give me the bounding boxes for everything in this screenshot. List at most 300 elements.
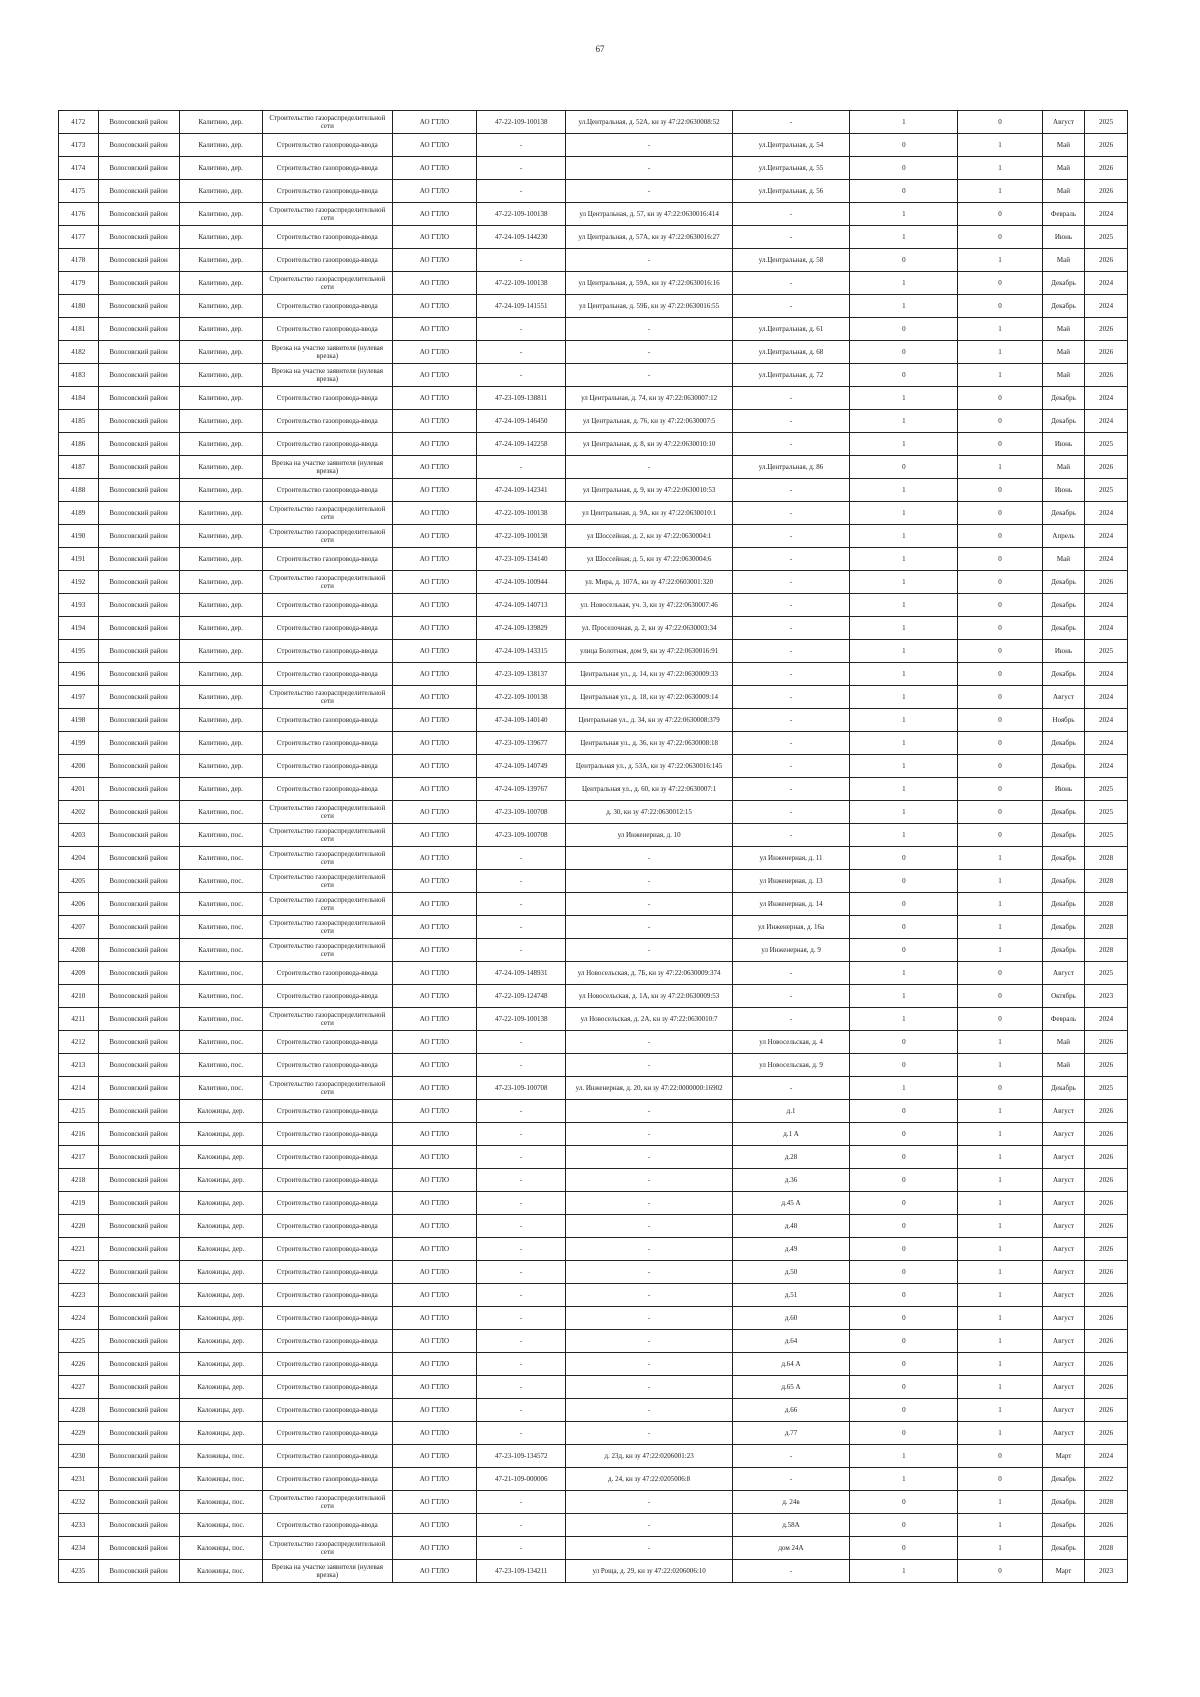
cell-contract-number: 47-24-109-143315: [477, 640, 566, 663]
cell-district: Волосовский район: [98, 1376, 179, 1399]
cell-settlement: Калитино, пос.: [179, 962, 262, 985]
cell-address-planned: -: [732, 778, 850, 801]
cell-work-type: Врезка на участке заявителя (нулевая врезка): [262, 364, 392, 387]
cell-organization: АО ГТЛО: [392, 1100, 476, 1123]
cell-row-number: 4206: [59, 893, 99, 916]
cell-address-cadastral: ул.Центральная, д. 52А, кн зу 47:22:0630008:52: [566, 111, 732, 134]
cell-count-a: 0: [850, 157, 958, 180]
cell-count-a: 1: [850, 410, 958, 433]
cell-contract-number: 47-23-109-134211: [477, 1560, 566, 1583]
cell-count-b: 1: [958, 1261, 1042, 1284]
cell-address-cadastral: д. 24, кн зу 47:22:0205006:8: [566, 1468, 732, 1491]
cell-organization: АО ГТЛО: [392, 709, 476, 732]
cell-row-number: 4216: [59, 1123, 99, 1146]
cell-count-a: 1: [850, 663, 958, 686]
cell-count-b: 0: [958, 525, 1042, 548]
cell-work-type: Строительство газораспределительной сети: [262, 847, 392, 870]
cell-month: Август: [1042, 1399, 1085, 1422]
cell-address-cadastral: ул Шоссейная, д. 5, кн зу 47:22:0630004:6: [566, 548, 732, 571]
cell-count-b: 0: [958, 985, 1042, 1008]
cell-contract-number: -: [477, 1031, 566, 1054]
cell-row-number: 4193: [59, 594, 99, 617]
table-row: [59, 571, 1128, 594]
cell-contract-number: -: [477, 249, 566, 272]
cell-address-planned: д.60: [732, 1307, 850, 1330]
cell-count-b: 0: [958, 801, 1042, 824]
cell-district: Волосовский район: [98, 548, 179, 571]
cell-year: 2028: [1085, 1491, 1128, 1514]
cell-address-planned: ул Инженерная, д. 14: [732, 893, 850, 916]
cell-address-planned: -: [732, 295, 850, 318]
cell-contract-number: -: [477, 1491, 566, 1514]
cell-address-cadastral: -: [566, 1169, 732, 1192]
cell-district: Волосовский район: [98, 1353, 179, 1376]
cell-row-number: 4231: [59, 1468, 99, 1491]
cell-settlement: Калитино, пос.: [179, 893, 262, 916]
cell-year: 2026: [1085, 1399, 1128, 1422]
cell-work-type: Строительство газопровода-ввода: [262, 1284, 392, 1307]
cell-month: Декабрь: [1042, 387, 1085, 410]
cell-organization: АО ГТЛО: [392, 226, 476, 249]
cell-work-type: Строительство газопровода-ввода: [262, 663, 392, 686]
cell-count-b: 0: [958, 295, 1042, 318]
cell-address-planned: д.58А: [732, 1514, 850, 1537]
cell-count-a: 0: [850, 1031, 958, 1054]
cell-contract-number: -: [477, 341, 566, 364]
cell-count-a: 0: [850, 1514, 958, 1537]
cell-count-a: 1: [850, 824, 958, 847]
cell-work-type: Строительство газораспределительной сети: [262, 525, 392, 548]
cell-month: Декабрь: [1042, 755, 1085, 778]
cell-count-b: 1: [958, 1376, 1042, 1399]
cell-address-planned: -: [732, 548, 850, 571]
cell-address-cadastral: -: [566, 364, 732, 387]
cell-count-b: 1: [958, 1353, 1042, 1376]
cell-count-a: 1: [850, 962, 958, 985]
cell-settlement: Калитино, дер.: [179, 226, 262, 249]
cell-work-type: Строительство газопровода-ввода: [262, 410, 392, 433]
cell-count-b: 1: [958, 1192, 1042, 1215]
cell-address-planned: -: [732, 824, 850, 847]
table-row: [59, 1491, 1128, 1514]
cell-count-a: 0: [850, 1422, 958, 1445]
cell-contract-number: -: [477, 1054, 566, 1077]
cell-organization: АО ГТЛО: [392, 525, 476, 548]
cell-month: Июнь: [1042, 479, 1085, 502]
cell-count-b: 0: [958, 686, 1042, 709]
cell-work-type: Строительство газопровода-ввода: [262, 1422, 392, 1445]
cell-row-number: 4172: [59, 111, 99, 134]
cell-settlement: Каложицы, дер.: [179, 1422, 262, 1445]
cell-address-planned: -: [732, 617, 850, 640]
cell-year: 2028: [1085, 939, 1128, 962]
cell-organization: АО ГТЛО: [392, 203, 476, 226]
cell-count-b: 1: [958, 1422, 1042, 1445]
cell-contract-number: 47-22-109-100138: [477, 203, 566, 226]
cell-count-b: 0: [958, 1008, 1042, 1031]
cell-address-cadastral: Центральная ул., д. 14, кн зу 47:22:0630009:33: [566, 663, 732, 686]
cell-count-a: 1: [850, 548, 958, 571]
cell-settlement: Каложицы, дер.: [179, 1169, 262, 1192]
cell-address-planned: д.28: [732, 1146, 850, 1169]
cell-organization: АО ГТЛО: [392, 1307, 476, 1330]
cell-count-b: 1: [958, 1100, 1042, 1123]
cell-address-planned: ул.Центральная, д. 54: [732, 134, 850, 157]
cell-address-planned: -: [732, 410, 850, 433]
cell-contract-number: 47-24-109-139829: [477, 617, 566, 640]
cell-work-type: Строительство газопровода-ввода: [262, 157, 392, 180]
cell-year: 2026: [1085, 249, 1128, 272]
cell-row-number: 4224: [59, 1307, 99, 1330]
cell-work-type: Строительство газопровода-ввода: [262, 1238, 392, 1261]
cell-row-number: 4226: [59, 1353, 99, 1376]
cell-count-a: 1: [850, 1560, 958, 1583]
cell-month: Май: [1042, 318, 1085, 341]
cell-organization: АО ГТЛО: [392, 272, 476, 295]
table-row: [59, 1008, 1128, 1031]
cell-contract-number: -: [477, 1238, 566, 1261]
cell-row-number: 4202: [59, 801, 99, 824]
cell-count-b: 0: [958, 755, 1042, 778]
cell-row-number: 4215: [59, 1100, 99, 1123]
cell-year: 2026: [1085, 1307, 1128, 1330]
cell-district: Волосовский район: [98, 1008, 179, 1031]
cell-settlement: Каложицы, пос.: [179, 1514, 262, 1537]
cell-organization: АО ГТЛО: [392, 502, 476, 525]
cell-organization: АО ГТЛО: [392, 1077, 476, 1100]
cell-settlement: Калитино, дер.: [179, 663, 262, 686]
cell-contract-number: 47-22-109-100138: [477, 502, 566, 525]
cell-address-planned: -: [732, 111, 850, 134]
cell-row-number: 4176: [59, 203, 99, 226]
cell-settlement: Калитино, пос.: [179, 916, 262, 939]
cell-row-number: 4173: [59, 134, 99, 157]
cell-district: Волосовский район: [98, 502, 179, 525]
cell-count-b: 0: [958, 502, 1042, 525]
cell-year: 2028: [1085, 893, 1128, 916]
cell-work-type: Строительство газопровода-ввода: [262, 1123, 392, 1146]
cell-count-b: 1: [958, 893, 1042, 916]
cell-work-type: Строительство газопровода-ввода: [262, 1514, 392, 1537]
cell-work-type: Строительство газораспределительной сети: [262, 893, 392, 916]
cell-row-number: 4177: [59, 226, 99, 249]
cell-organization: АО ГТЛО: [392, 111, 476, 134]
cell-year: 2023: [1085, 985, 1128, 1008]
cell-month: Ноябрь: [1042, 709, 1085, 732]
cell-count-a: 0: [850, 1146, 958, 1169]
cell-work-type: Строительство газораспределительной сети: [262, 801, 392, 824]
cell-count-b: 0: [958, 433, 1042, 456]
cell-year: 2026: [1085, 1261, 1128, 1284]
cell-count-a: 0: [850, 1491, 958, 1514]
cell-work-type: Строительство газопровода-ввода: [262, 985, 392, 1008]
cell-contract-number: -: [477, 1192, 566, 1215]
cell-settlement: Калитино, дер.: [179, 732, 262, 755]
cell-contract-number: 47-22-109-100138: [477, 525, 566, 548]
cell-address-planned: -: [732, 755, 850, 778]
cell-count-a: 1: [850, 594, 958, 617]
cell-year: 2026: [1085, 180, 1128, 203]
cell-district: Волосовский район: [98, 1514, 179, 1537]
cell-work-type: Строительство газораспределительной сети: [262, 111, 392, 134]
cell-address-planned: ул.Центральная, д. 72: [732, 364, 850, 387]
cell-row-number: 4179: [59, 272, 99, 295]
cell-address-cadastral: ул Новосельская, д. 7Б, кн зу 47:22:0630009:374: [566, 962, 732, 985]
cell-year: 2028: [1085, 1537, 1128, 1560]
cell-organization: АО ГТЛО: [392, 410, 476, 433]
cell-address-cadastral: -: [566, 456, 732, 479]
cell-year: 2024: [1085, 203, 1128, 226]
cell-year: 2026: [1085, 456, 1128, 479]
cell-organization: АО ГТЛО: [392, 962, 476, 985]
table-row: [59, 1399, 1128, 1422]
cell-district: Волосовский район: [98, 1560, 179, 1583]
cell-address-cadastral: ул Центральная, д. 9А, кн зу 47:22:0630010:1: [566, 502, 732, 525]
cell-organization: АО ГТЛО: [392, 594, 476, 617]
cell-settlement: Калитино, пос.: [179, 985, 262, 1008]
cell-organization: АО ГТЛО: [392, 318, 476, 341]
cell-work-type: Строительство газопровода-ввода: [262, 1353, 392, 1376]
cell-contract-number: -: [477, 1307, 566, 1330]
cell-district: Волосовский район: [98, 226, 179, 249]
cell-work-type: Строительство газопровода-ввода: [262, 617, 392, 640]
table-row: [59, 893, 1128, 916]
cell-address-cadastral: -: [566, 939, 732, 962]
cell-work-type: Строительство газораспределительной сети: [262, 502, 392, 525]
cell-district: Волосовский район: [98, 203, 179, 226]
cell-district: Волосовский район: [98, 755, 179, 778]
cell-work-type: Строительство газораспределительной сети: [262, 870, 392, 893]
cell-count-a: 1: [850, 525, 958, 548]
cell-address-cadastral: ул. Новоселькая, уч. 3, кн зу 47:22:0630007:46: [566, 594, 732, 617]
cell-settlement: Калитино, дер.: [179, 410, 262, 433]
table-row: [59, 755, 1128, 778]
cell-contract-number: 47-24-109-140749: [477, 755, 566, 778]
table-row: [59, 479, 1128, 502]
cell-organization: АО ГТЛО: [392, 134, 476, 157]
cell-year: 2024: [1085, 686, 1128, 709]
cell-row-number: 4229: [59, 1422, 99, 1445]
table-row: [59, 157, 1128, 180]
cell-address-cadastral: -: [566, 318, 732, 341]
table-body: [59, 111, 1128, 1583]
cell-organization: АО ГТЛО: [392, 824, 476, 847]
table-row: [59, 203, 1128, 226]
cell-count-a: 1: [850, 709, 958, 732]
cell-address-planned: -: [732, 272, 850, 295]
cell-row-number: 4205: [59, 870, 99, 893]
cell-contract-number: -: [477, 364, 566, 387]
cell-work-type: Строительство газопровода-ввода: [262, 1054, 392, 1077]
cell-work-type: Строительство газопровода-ввода: [262, 1376, 392, 1399]
cell-settlement: Калитино, дер.: [179, 617, 262, 640]
cell-count-a: 0: [850, 847, 958, 870]
cell-contract-number: 47-23-109-134572: [477, 1445, 566, 1468]
cell-work-type: Строительство газопровода-ввода: [262, 778, 392, 801]
cell-contract-number: 47-22-109-100138: [477, 1008, 566, 1031]
cell-address-cadastral: -: [566, 893, 732, 916]
cell-year: 2023: [1085, 1560, 1128, 1583]
table-row: [59, 1031, 1128, 1054]
cell-month: Май: [1042, 1054, 1085, 1077]
cell-month: Июнь: [1042, 640, 1085, 663]
cell-contract-number: 47-22-109-100138: [477, 272, 566, 295]
cell-year: 2024: [1085, 410, 1128, 433]
cell-year: 2022: [1085, 1468, 1128, 1491]
cell-count-b: 0: [958, 548, 1042, 571]
cell-count-b: 1: [958, 1238, 1042, 1261]
cell-year: 2028: [1085, 870, 1128, 893]
cell-work-type: Строительство газопровода-ввода: [262, 732, 392, 755]
cell-address-cadastral: -: [566, 249, 732, 272]
cell-settlement: Калитино, дер.: [179, 640, 262, 663]
cell-work-type: Строительство газопровода-ввода: [262, 1146, 392, 1169]
cell-settlement: Калитино, пос.: [179, 1031, 262, 1054]
cell-district: Волосовский район: [98, 1238, 179, 1261]
cell-count-a: 0: [850, 1330, 958, 1353]
cell-month: Декабрь: [1042, 1468, 1085, 1491]
cell-count-b: 0: [958, 1077, 1042, 1100]
table-row: [59, 1560, 1128, 1583]
cell-month: Декабрь: [1042, 272, 1085, 295]
cell-settlement: Каложицы, дер.: [179, 1284, 262, 1307]
cell-year: 2028: [1085, 847, 1128, 870]
cell-row-number: 4191: [59, 548, 99, 571]
cell-count-b: 0: [958, 617, 1042, 640]
cell-year: 2026: [1085, 1238, 1128, 1261]
table-row: [59, 410, 1128, 433]
cell-settlement: Калитино, пос.: [179, 1054, 262, 1077]
cell-count-b: 0: [958, 203, 1042, 226]
cell-district: Волосовский район: [98, 893, 179, 916]
cell-year: 2024: [1085, 617, 1128, 640]
cell-contract-number: 47-24-109-139767: [477, 778, 566, 801]
cell-row-number: 4196: [59, 663, 99, 686]
cell-row-number: 4211: [59, 1008, 99, 1031]
cell-count-a: 1: [850, 226, 958, 249]
cell-month: Декабрь: [1042, 824, 1085, 847]
cell-row-number: 4182: [59, 341, 99, 364]
table-row: [59, 433, 1128, 456]
table-row: [59, 180, 1128, 203]
cell-count-b: 0: [958, 663, 1042, 686]
cell-address-planned: д.65 А: [732, 1376, 850, 1399]
cell-count-a: 1: [850, 203, 958, 226]
cell-address-planned: д.48: [732, 1215, 850, 1238]
cell-settlement: Калитино, пос.: [179, 824, 262, 847]
cell-count-b: 1: [958, 1284, 1042, 1307]
cell-address-planned: д.64: [732, 1330, 850, 1353]
cell-count-a: 0: [850, 939, 958, 962]
cell-contract-number: 47-24-109-100944: [477, 571, 566, 594]
cell-contract-number: 47-23-109-100708: [477, 1077, 566, 1100]
cell-work-type: Строительство газопровода-ввода: [262, 479, 392, 502]
cell-address-cadastral: улица Болотная, дом 9, кн зу 47:22:0630016:91: [566, 640, 732, 663]
cell-count-b: 1: [958, 134, 1042, 157]
cell-settlement: Калитино, дер.: [179, 272, 262, 295]
cell-month: Октябрь: [1042, 985, 1085, 1008]
table-row: [59, 111, 1128, 134]
cell-work-type: Строительство газопровода-ввода: [262, 1215, 392, 1238]
cell-address-planned: ул Инженерная, д. 16а: [732, 916, 850, 939]
cell-address-planned: -: [732, 640, 850, 663]
cell-count-b: 0: [958, 1468, 1042, 1491]
cell-count-a: 1: [850, 1077, 958, 1100]
cell-work-type: Строительство газопровода-ввода: [262, 180, 392, 203]
cell-address-cadastral: д. 23д, кн зу 47:22:0206001:23: [566, 1445, 732, 1468]
cell-year: 2024: [1085, 663, 1128, 686]
cell-settlement: Каложицы, дер.: [179, 1100, 262, 1123]
cell-row-number: 4195: [59, 640, 99, 663]
cell-year: 2026: [1085, 1514, 1128, 1537]
cell-year: 2026: [1085, 1192, 1128, 1215]
cell-work-type: Строительство газопровода-ввода: [262, 1468, 392, 1491]
cell-month: Декабрь: [1042, 410, 1085, 433]
table-row: [59, 456, 1128, 479]
cell-contract-number: -: [477, 1146, 566, 1169]
cell-settlement: Калитино, дер.: [179, 548, 262, 571]
cell-month: Июнь: [1042, 226, 1085, 249]
cell-month: Февраль: [1042, 1008, 1085, 1031]
cell-address-planned: -: [732, 226, 850, 249]
cell-work-type: Строительство газопровода-ввода: [262, 548, 392, 571]
cell-organization: АО ГТЛО: [392, 1146, 476, 1169]
cell-year: 2026: [1085, 571, 1128, 594]
cell-district: Волосовский район: [98, 847, 179, 870]
cell-settlement: Калитино, дер.: [179, 709, 262, 732]
cell-year: 2025: [1085, 1077, 1128, 1100]
table-row: [59, 594, 1128, 617]
cell-address-planned: д.1: [732, 1100, 850, 1123]
cell-year: 2026: [1085, 157, 1128, 180]
cell-month: Август: [1042, 1330, 1085, 1353]
cell-year: 2026: [1085, 1422, 1128, 1445]
cell-year: 2024: [1085, 1008, 1128, 1031]
cell-organization: АО ГТЛО: [392, 663, 476, 686]
cell-year: 2026: [1085, 1123, 1128, 1146]
table-row: [59, 824, 1128, 847]
table-row: [59, 387, 1128, 410]
cell-address-planned: д.50: [732, 1261, 850, 1284]
cell-month: Июнь: [1042, 433, 1085, 456]
gasification-table: [58, 110, 1128, 1583]
cell-address-planned: -: [732, 594, 850, 617]
cell-year: 2026: [1085, 1284, 1128, 1307]
cell-work-type: Строительство газопровода-ввода: [262, 962, 392, 985]
cell-settlement: Каложицы, дер.: [179, 1399, 262, 1422]
cell-settlement: Каложицы, пос.: [179, 1560, 262, 1583]
cell-settlement: Калитино, дер.: [179, 525, 262, 548]
cell-address-planned: ул Инженерная, д. 9: [732, 939, 850, 962]
cell-contract-number: -: [477, 1399, 566, 1422]
cell-settlement: Калитино, пос.: [179, 801, 262, 824]
cell-address-planned: -: [732, 686, 850, 709]
cell-address-planned: д.36: [732, 1169, 850, 1192]
cell-year: 2026: [1085, 1031, 1128, 1054]
cell-year: 2024: [1085, 502, 1128, 525]
cell-contract-number: 47-22-109-100138: [477, 686, 566, 709]
cell-count-a: 1: [850, 640, 958, 663]
cell-count-b: 0: [958, 1560, 1042, 1583]
cell-year: 2025: [1085, 778, 1128, 801]
cell-address-cadastral: -: [566, 1376, 732, 1399]
cell-district: Волосовский район: [98, 801, 179, 824]
cell-row-number: 4232: [59, 1491, 99, 1514]
cell-contract-number: -: [477, 456, 566, 479]
cell-district: Волосовский район: [98, 249, 179, 272]
cell-work-type: Строительство газопровода-ввода: [262, 1031, 392, 1054]
cell-contract-number: 47-23-109-100708: [477, 824, 566, 847]
